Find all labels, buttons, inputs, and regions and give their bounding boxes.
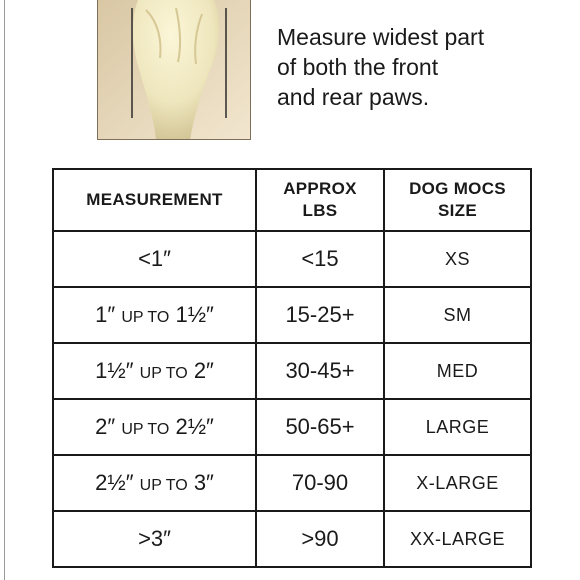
measurement-min: >3″ [138,526,171,551]
measurement-cell [53,231,256,287]
measurement-cell [53,455,256,511]
header-measurement-label: MEASUREMENT [86,190,223,209]
table-row [53,231,531,287]
measurement-max: 2″ [193,358,214,383]
dog-mocs-size-cell: XS [384,231,531,287]
measurement-cell [53,287,256,343]
table-row [53,343,531,399]
measurement-cell [53,399,256,455]
measurement-cell [53,511,256,567]
measurement-up-to: UP TO [121,309,170,326]
measurement-min: 1″ [95,302,116,327]
measurement-up-to: UP TO [139,365,188,382]
dog-mocs-size-cell: X-LARGE [384,455,531,511]
approx-lbs-cell: <15 [256,231,384,287]
table-row [53,455,531,511]
measuring-instruction [277,22,537,112]
size-chart-table [52,168,532,568]
header-lbs-line-1: APPROX [283,179,357,198]
header-measurement [53,169,256,231]
table-row [53,511,531,567]
dog-mocs-size-cell: SM [384,287,531,343]
measurement-max: 3″ [193,470,214,495]
header-size-line-1: DOG MOCS [409,179,506,198]
header-approx-lbs [256,169,384,231]
page-edge-rule [4,0,5,580]
measurement-max: 2½″ [175,414,214,439]
header-lbs-line-2: LBS [302,201,338,220]
approx-lbs-cell: 70-90 [256,455,384,511]
measurement-cell [53,343,256,399]
approx-lbs-cell: 30-45+ [256,343,384,399]
dog-mocs-size-cell: MED [384,343,531,399]
measurement-up-to: UP TO [121,421,170,438]
table-row [53,287,531,343]
header-dog-mocs-size [384,169,531,231]
header-size-line-2: SIZE [438,201,477,220]
approx-lbs-cell: >90 [256,511,384,567]
paw-illustration [98,0,251,140]
approx-lbs-cell: 15-25+ [256,287,384,343]
measurement-up-to: UP TO [139,477,188,494]
table-row [53,399,531,455]
measurement-min: 2″ [95,414,116,439]
paw-measurement-photo [97,0,251,140]
instruction-line-3: and rear paws. [277,84,430,110]
table-header-row [53,169,531,231]
instruction-line-1: Measure widest part [277,24,485,50]
measurement-max: 1½″ [175,302,214,327]
measurement-min: 2½″ [95,470,134,495]
instruction-line-2: of both the front [277,54,439,80]
measurement-min: <1″ [138,246,171,271]
measurement-min: 1½″ [95,358,134,383]
dog-mocs-size-cell: LARGE [384,399,531,455]
dog-mocs-size-cell: XX-LARGE [384,511,531,567]
approx-lbs-cell: 50-65+ [256,399,384,455]
